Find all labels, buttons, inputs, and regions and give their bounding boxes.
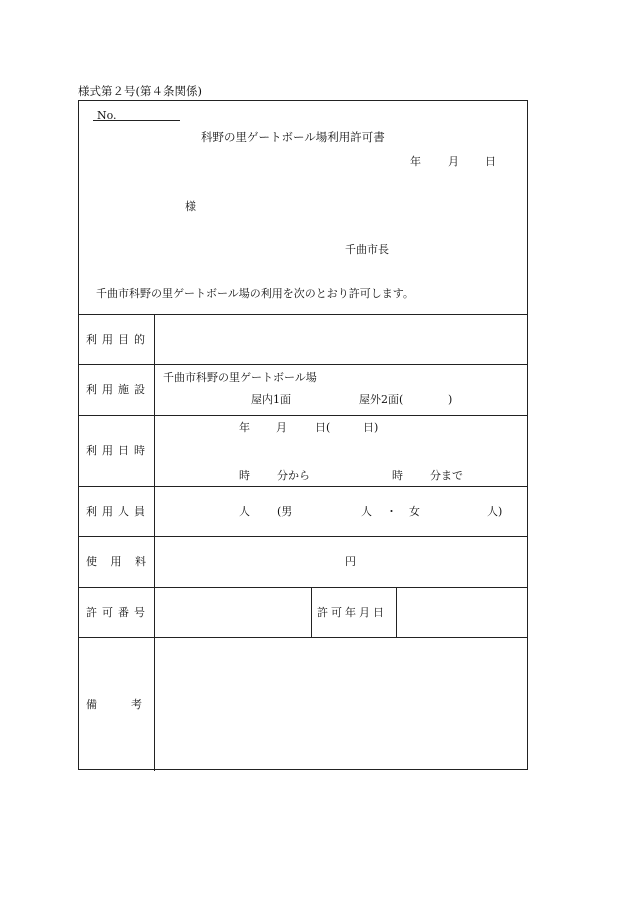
people-label: 利用人員 xyxy=(86,505,150,518)
permit-form-table xyxy=(78,100,528,770)
addressee-suffix: 様 xyxy=(185,200,196,213)
purpose-field[interactable] xyxy=(155,315,527,364)
permit-date-field[interactable] xyxy=(397,588,527,637)
people-female-label: 女 xyxy=(409,505,420,518)
facility-label: 利用施設 xyxy=(86,383,150,396)
remarks-field[interactable] xyxy=(155,638,527,769)
datetime-day-open: 日( xyxy=(315,421,331,434)
permit-number-label: 許可番号 xyxy=(86,606,150,619)
date-year-label: 年 xyxy=(410,155,421,168)
row-divider xyxy=(79,364,527,365)
people-total-unit: 人 xyxy=(239,505,250,518)
people-separator-dot: ・ xyxy=(386,505,397,518)
permit-no-label: No. xyxy=(97,109,117,122)
document-title: 科野の里ゲートボール場利用許可書 xyxy=(201,130,385,144)
row-divider xyxy=(79,486,527,487)
datetime-day-close: 日) xyxy=(363,421,379,434)
facility-indoor-option[interactable]: 屋内1面 xyxy=(251,393,291,406)
date-day-label: 日 xyxy=(485,155,496,168)
facility-outdoor-option[interactable]: 屋外2面( xyxy=(359,393,404,406)
datetime-year: 年 xyxy=(239,421,250,434)
datetime-from-min: 分から xyxy=(277,469,310,482)
facility-outdoor-close: ) xyxy=(448,393,453,406)
form-number-label: 様式第２号(第４条関係) xyxy=(78,84,202,98)
permit-statement: 千曲市科野の里ゲートボール場の利用を次のとおり許可します。 xyxy=(96,287,414,300)
row-divider xyxy=(79,415,527,416)
datetime-from-hour: 時 xyxy=(239,469,250,482)
people-female-unit: 人) xyxy=(487,505,503,518)
remarks-label: 備 考 xyxy=(86,698,146,711)
datetime-label: 利用日時 xyxy=(86,444,150,457)
row-divider xyxy=(79,536,527,537)
issuer-name: 千曲市長 xyxy=(345,243,389,256)
datetime-to-min: 分まで xyxy=(430,469,463,482)
fee-label: 使 用 料 xyxy=(86,555,146,568)
purpose-label: 利用目的 xyxy=(86,333,150,346)
datetime-month: 月 xyxy=(276,421,287,434)
facility-name: 千曲市科野の里ゲートボール場 xyxy=(163,371,317,384)
fee-unit: 円 xyxy=(345,555,356,568)
permit-row-divider xyxy=(311,587,312,637)
people-male-unit: 人 xyxy=(361,505,372,518)
permit-no-field[interactable] xyxy=(93,120,180,121)
permit-number-field[interactable] xyxy=(155,588,311,637)
date-month-label: 月 xyxy=(448,155,459,168)
permit-date-label: 許可年月日 xyxy=(317,606,387,619)
people-male-label: (男 xyxy=(277,505,293,518)
datetime-to-hour: 時 xyxy=(392,469,403,482)
